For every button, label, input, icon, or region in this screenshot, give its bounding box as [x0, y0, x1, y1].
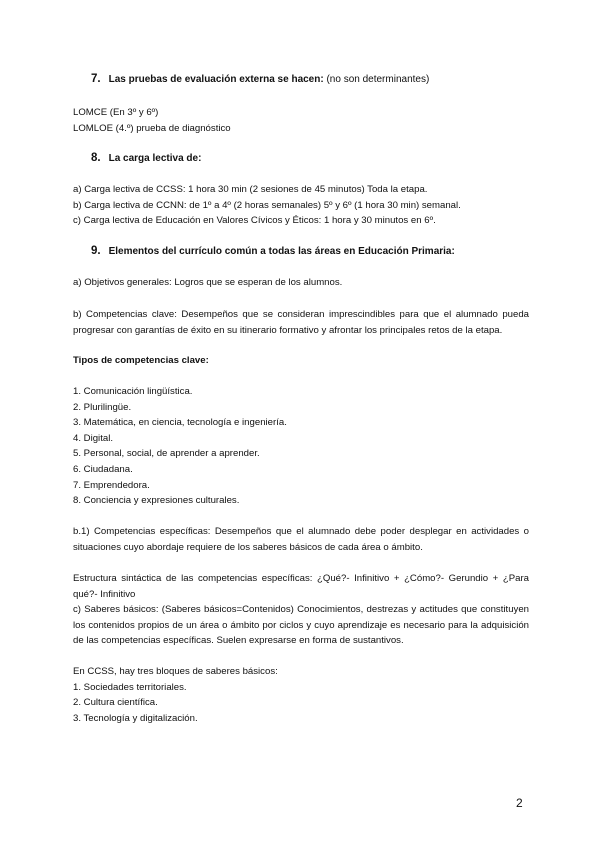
- list-item: 4. Digital.: [73, 432, 113, 444]
- list-item: 8. Conciencia y expresiones culturales.: [73, 495, 240, 507]
- list-item: 1. Comunicación lingüística.: [73, 386, 193, 397]
- objetivos-text: a) Objetivos generales: Logros que se esperan de los alumnos.: [73, 277, 343, 288]
- section-number: 8.: [91, 152, 101, 164]
- ccss-intro: En CCSS, hay tres bloques de saberes básicos:: [73, 666, 278, 677]
- tipos-title: [73, 353, 529, 369]
- carga-list: [73, 182, 529, 229]
- lomce-block: [73, 105, 529, 136]
- tipos-list: [73, 384, 529, 509]
- estructura-text: Estructura sintáctica de las competencias específicas: ¿Qué?- Infinitivo + ¿Cómo?- Gerundio + ¿Para qué?- Infinitivo: [73, 573, 529, 600]
- carga-item: a) Carga lectiva de CCSS: 1 hora 30 min (2 sesiones de 45 minutos) Toda la etapa.: [73, 184, 428, 195]
- list-item: 2. Cultura científica.: [73, 697, 158, 709]
- section-9-heading: [91, 244, 455, 259]
- list-item: 5. Personal, social, de aprender a aprender.: [73, 448, 260, 460]
- especificas-paragraph: [73, 524, 529, 555]
- section-note: (no son determinantes): [323, 74, 430, 85]
- lomce-line: LOMCE (En 3º y 6º): [73, 107, 159, 118]
- competencias-text: b) Competencias clave: Desempeños que se consideran imprescindibles para que el alumnado pueda progresar con garantías de éxito en su itinerario formativo y afrontar los principales retos de la etapa.: [73, 309, 529, 336]
- saberes-text: c) Saberes básicos: (Saberes básicos=Contenidos) Conocimientos, destrezas y actitudes que constituyen los contenidos propios de un área o ámbito por ciclos y cuyo aprendizaje es necesario para la adquisición de las competencias específicas. Suelen expresarse en forma de sustantivos.: [73, 604, 529, 647]
- carga-item: b) Carga lectiva de CCNN: de 1º a 4º (2 horas semanales) 5º y 6º (1 hora 30 min) semanal.: [73, 199, 461, 211]
- list-item: 3. Matemática, en ciencia, tecnología e ingeniería.: [73, 417, 287, 429]
- carga-item: c) Carga lectiva de Educación en Valores Cívicos y Éticos: 1 hora y 30 minutos en 6º.: [73, 215, 436, 227]
- objetivos-paragraph: [73, 275, 529, 291]
- section-7-heading: [91, 72, 429, 87]
- list-item: 1. Sociedades territoriales.: [73, 681, 187, 693]
- list-item: 2. Plurilingüe.: [73, 401, 132, 413]
- section-number: 7.: [91, 73, 101, 85]
- section-title: Elementos del currículo común a todas las áreas en Educación Primaria:: [108, 246, 455, 257]
- section-8-heading: [91, 151, 201, 166]
- page-number: 2: [516, 796, 523, 810]
- section-title: La carga lectiva de:: [108, 153, 202, 164]
- section-number: 9.: [91, 245, 101, 257]
- especificas-text: b.1) Competencias específicas: Desempeños que el alumnado debe poder desplegar en actividades o situaciones cuyo abordaje requiere de los saberes básicos de cada área o ámbito.: [73, 526, 529, 553]
- list-item: 7. Emprendedora.: [73, 479, 150, 491]
- lomloe-line: LOMLOE (4.º) prueba de diagnóstico: [73, 122, 231, 134]
- list-item: 3. Tecnología y digitalización.: [73, 712, 198, 724]
- bloques-block: [73, 664, 529, 726]
- saberes-paragraph: [73, 602, 529, 649]
- list-item: 6. Ciudadana.: [73, 463, 133, 475]
- section-title: Las pruebas de evaluación externa se hacen:: [108, 74, 324, 85]
- competencias-paragraph: [73, 307, 529, 338]
- tipos-title-text: Tipos de competencias clave:: [73, 355, 209, 366]
- estructura-paragraph: [73, 571, 529, 602]
